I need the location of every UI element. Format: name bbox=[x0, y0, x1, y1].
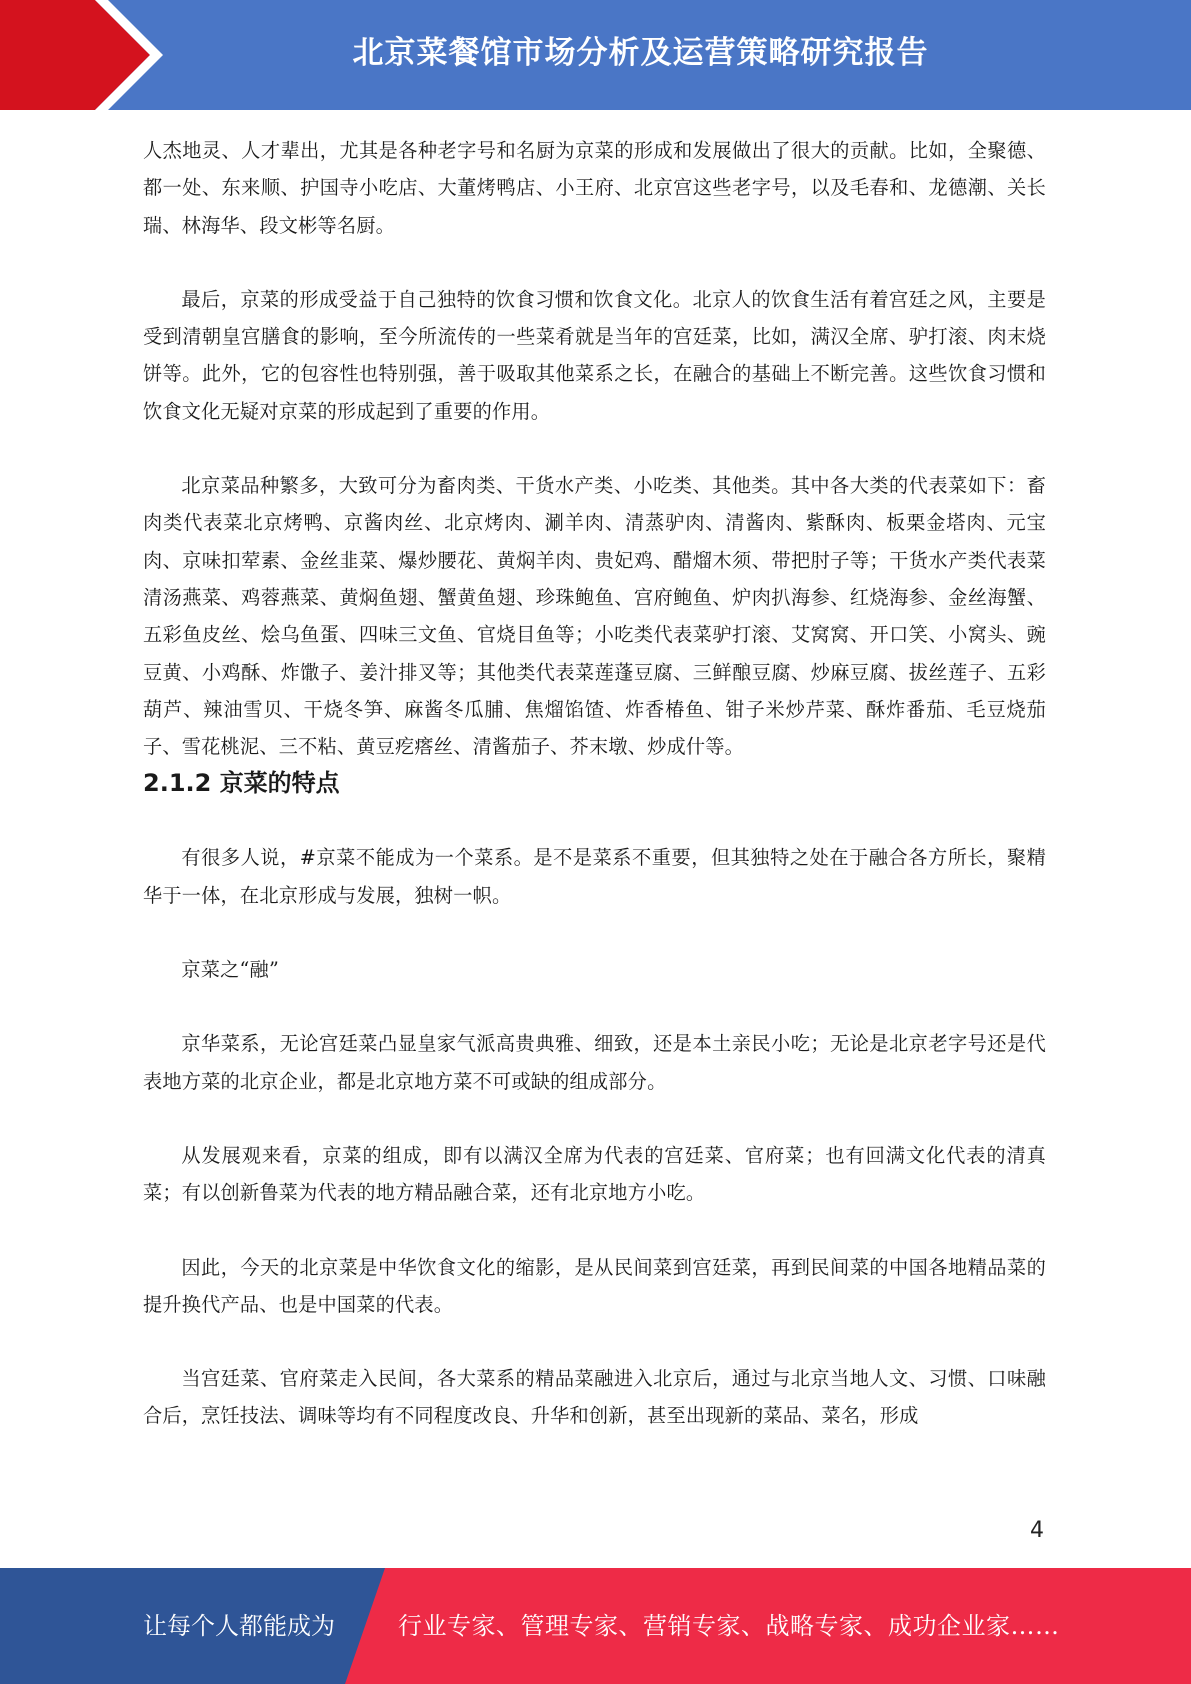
document-body bbox=[143, 132, 1046, 1435]
page-footer bbox=[0, 1568, 1191, 1684]
header-title: 北京菜餐馆市场分析及运营策略研究报告 bbox=[352, 35, 929, 71]
paragraph-8: 因此，今天的北京菜是中华饮食文化的缩影，是从民间菜到宫廷菜，再到民间菜的中国各地精品菜的提升换代产品、也是中国菜的代表。 bbox=[143, 1255, 1046, 1316]
paragraph-1: 人杰地灵、人才辈出，尤其是各种老字号和名厨为京菜的形成和发展做出了很大的贡献。比如，全聚德、都一处、东来顺、护国寺小吃店、大董烤鸭店、小王府、北京宫这些老字号，以及毛春和、龙德潮、关长瑞、林海华、段文彬等名厨。 bbox=[143, 139, 1046, 237]
paragraph-4: 有很多人说，#京菜不能成为一个菜系。是不是菜系不重要，但其独特之处在于融合各方所长，聚精华于一体，在北京形成与发展，独树一帜。 bbox=[143, 846, 1046, 907]
section-heading: 2.1.2 京菜的特点 bbox=[143, 769, 340, 798]
paragraph-3: 北京菜品种繁多，大致可分为畜肉类、干货水产类、小吃类、其他类。其中各大类的代表菜如下：畜肉类代表菜北京烤鸭、京酱肉丝、北京烤肉、涮羊肉、清蒸驴肉、清酱肉、紫酥肉、板栗金塔肉、元宝肉、京味扣荤素、金丝韭菜、爆炒腰花、黄焖羊肉、贵妃鸡、醋熘木须、带把肘子等；干货水产类代表菜清汤燕菜、鸡蓉燕菜、黄焖鱼翅、蟹黄鱼翅、珍珠鲍鱼、宫府鲍鱼、炉肉扒海参、红烧海参、金丝海蟹、五彩鱼皮丝、烩乌鱼蛋、四味三文鱼、官烧目鱼等；小吃类代表菜驴打滚、艾窝窝、开口笑、小窝头、豌豆黄、小鸡酥、炸馓子、姜汁排叉等；其他类代表菜莲蓬豆腐、三鲜酿豆腐、炒麻豆腐、拔丝莲子、五彩葫芦、辣油雪贝、干烧冬笋、麻酱冬瓜脯、焦熘馅馇、炸香椿鱼、钳子米炒芹菜、酥炸番茄、毛豆烧茄子、雪花桃泥、三不粘、黄豆疙瘩丝、清酱茄子、芥末墩、炒成什等。 bbox=[143, 474, 1046, 759]
footer-slogan-right: 行业专家、管理专家、营销专家、战略专家、成功企业家…… bbox=[398, 1612, 1060, 1640]
paragraph-7: 从发展观来看，京菜的组成，即有以满汉全席为代表的宫廷菜、官府菜；也有回满文化代表的清真菜；有以创新鲁菜为代表的地方精品融合菜，还有北京地方小吃。 bbox=[143, 1143, 1046, 1205]
page-number: 4 bbox=[1030, 1518, 1044, 1543]
page-header bbox=[0, 0, 1191, 110]
footer-slogan-left: 让每个人都能成为 bbox=[143, 1612, 335, 1640]
paragraph-5: 京菜之“融” bbox=[181, 958, 279, 982]
paragraph-6: 京华菜系，无论宫廷菜凸显皇家气派高贵典雅、细致，还是本土亲民小吃；无论是北京老字号还是代表地方菜的北京企业，都是北京地方菜不可或缺的组成部分。 bbox=[143, 1032, 1046, 1093]
paragraph-9: 当宫廷菜、官府菜走入民间，各大菜系的精品菜融进入北京后，通过与北京当地人文、习惯、口味融合后，烹饪技法、调味等均有不同程度改良、升华和创新，甚至出现新的菜品、菜名，形成 bbox=[143, 1367, 1046, 1428]
paragraph-2: 最后，京菜的形成受益于自己独特的饮食习惯和饮食文化。北京人的饮食生活有着宫廷之风，主要是受到清朝皇宫膳食的影响，至今所流传的一些菜肴就是当年的宫廷菜，比如，满汉全席、驴打滚、肉末烧饼等。此外，它的包容性也特别强，善于吸取其他菜系之长，在融合的基础上不断完善。这些饮食习惯和饮食文化无疑对京菜的形成起到了重要的作用。 bbox=[143, 287, 1046, 423]
